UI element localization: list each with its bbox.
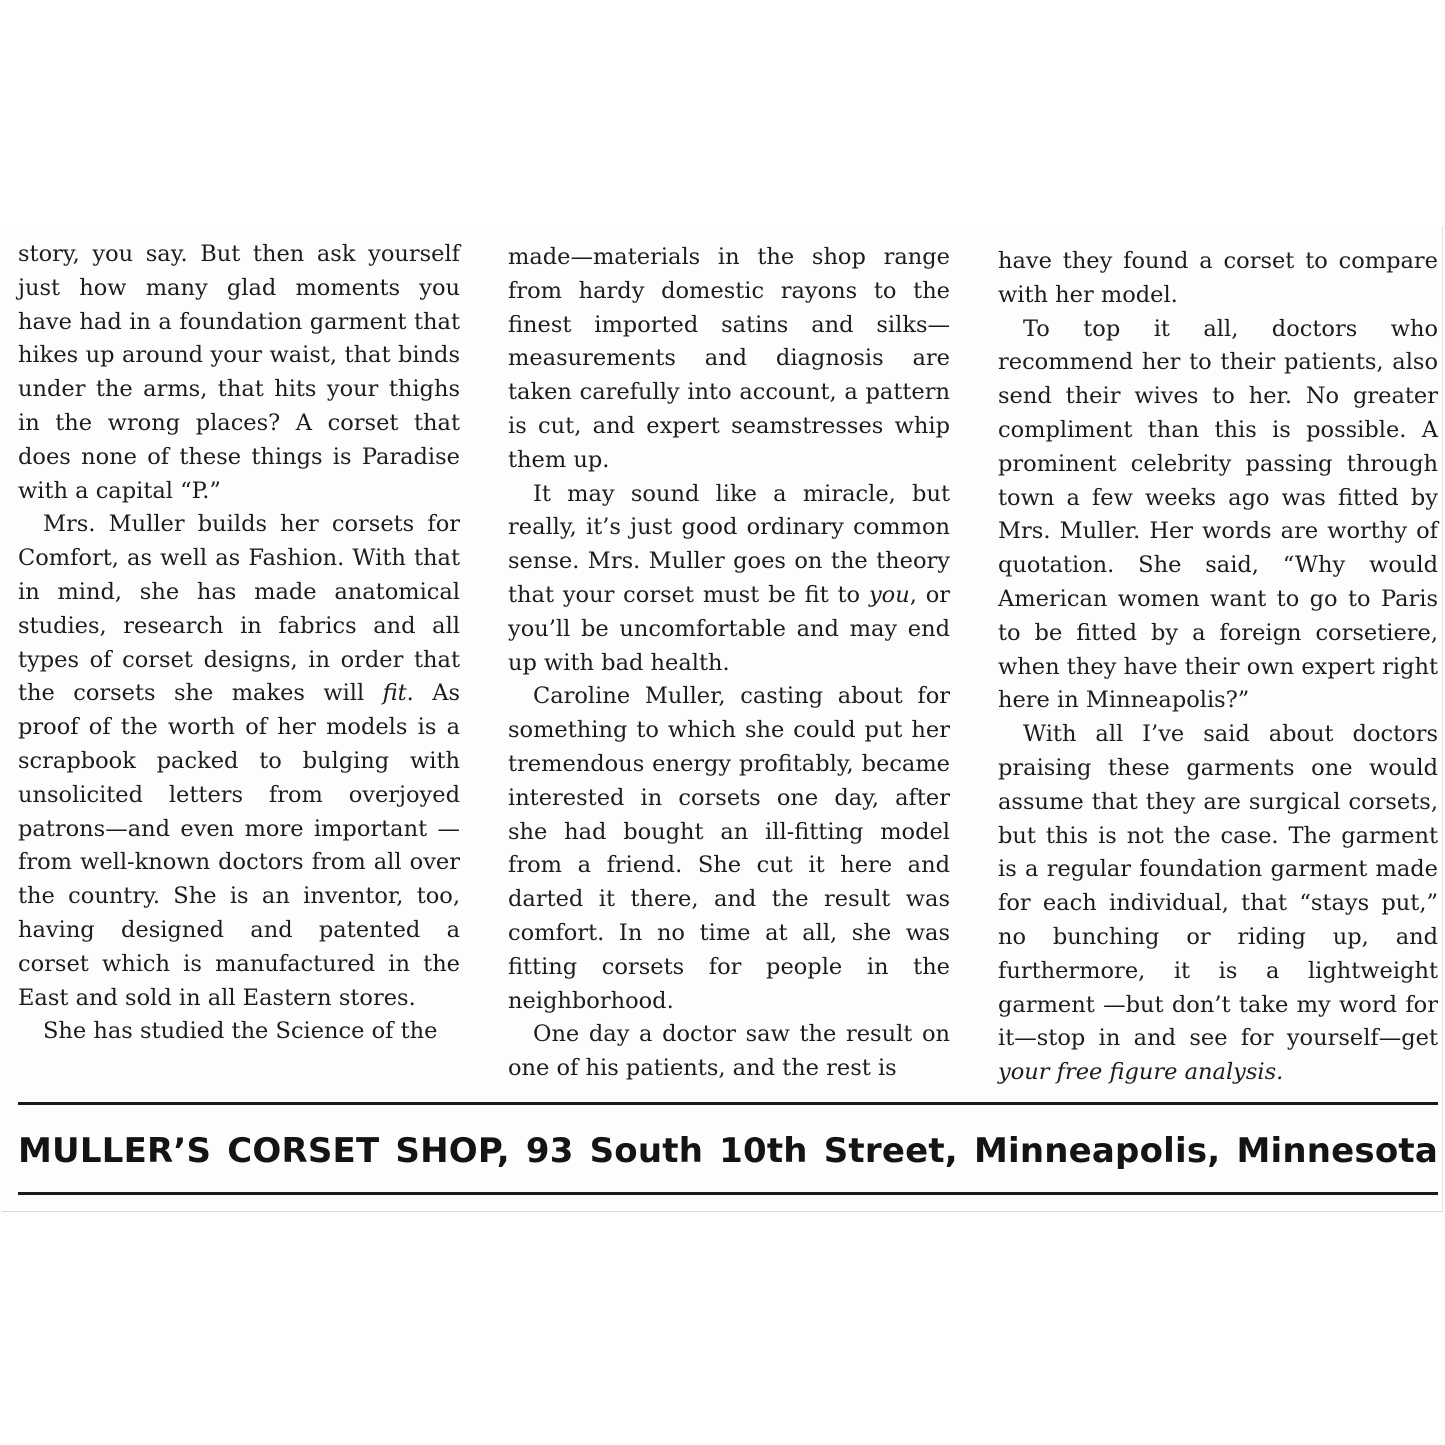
paragraph-text: One day a doctor saw the result on one of his patients, and the rest is [508,1021,950,1082]
article-paragraph [18,508,460,1015]
article-paragraph [18,238,460,508]
article-paragraph [998,245,1438,313]
article-paragraph [508,241,950,478]
paragraph-text: Caroline Muller, casting about for something to which she could put her tremendous energy profitably, became interested in corsets one day, after she had bought an ill-fitting model from a friend. She cut it here and darted it there, and the result was comfort. In no time at all, she was fitting corsets for people in the neighborhood. [508,683,950,1014]
article-paragraph [508,1018,950,1086]
article-paragraph [998,718,1438,1090]
text-column-2 [508,241,950,1086]
article-columns [18,238,1440,1093]
paragraph-text: With all I’ve said about doctors praising these garments one would assume that they are surgical corsets, but this is not the case. The garment is a regular foundation garment made for each individual, that “stays put,” no bunching or riding up, and furthermore, it is a lightweight garment —but don’t take my word for it—stop in and see for yourself—get [998,721,1438,1052]
paragraph-text: made—materials in the shop range from hardy domestic rayons to the finest imported satins and silks—measurements and diagnosis are taken carefully into account, a pattern is cut, and expert seamstresses whip them up. [508,244,950,473]
article-paragraph [18,1015,460,1049]
text-column-1 [18,238,460,1049]
paragraph-text: Mrs. Muller builds her corsets for Comfort, as well as Fashion. With that in mind, she has made anatomical studies, research in fabrics and all types of corset designs, in order that the corsets she makes will [18,511,460,707]
article-clipping [2,226,1443,1212]
emphasized-text: your free figure analysis. [998,1059,1284,1086]
paragraph-text: It may sound like a miracle, but really, it’s just good ordinary common sense. Mrs. Muller goes on the theory that your corset must be fit to [508,480,950,608]
divider-rule-bottom [18,1192,1438,1195]
emphasized-text: you [868,581,910,608]
article-paragraph [998,313,1438,719]
emphasized-text: fit [382,680,407,707]
shop-address-footer: MULLER’S CORSET SHOP, 93 South 10th Street, Minneapolis, Minnesota [18,1131,1438,1171]
paragraph-text: story, you say. But then ask yourself just how many glad moments you have had in a foundation garment that hikes up around your waist, that binds under the arms, that hits your thighs in the wrong places? A corset that does none of these things is Paradise with a capital “P.” [18,241,460,504]
paragraph-text: She has studied the Science of the [43,1018,438,1045]
article-paragraph [508,680,950,1018]
paragraph-text: have they found a corset to compare with her model. [998,248,1438,308]
article-paragraph [508,478,950,681]
divider-rule-top [18,1102,1438,1105]
text-column-3 [998,245,1438,1090]
paragraph-text: . As proof of the worth of her models is a scrapbook packed to bulging with unsolicited letters from overjoyed patrons—and even more important — from well-known doctors from all over the country. She is an inventor, too, having designed and patented a corset which is manufactured in the East and sold in all Eastern stores. [18,680,460,1011]
paragraph-text: To top it all, doctors who recommend her to their patients, also send their wives to her. No greater compliment than this is possible. A prominent celebrity passing through town a few weeks ago was fitted by Mrs. Muller. Her words are worthy of quotation. She said, “Why would American women want to go to Paris to be fitted by a foreign corsetiere, when they have their own expert right here in Minneapolis?” [998,315,1438,714]
paragraph-text: , or you’ll be uncomfortable and may end up with bad health. [508,581,950,676]
